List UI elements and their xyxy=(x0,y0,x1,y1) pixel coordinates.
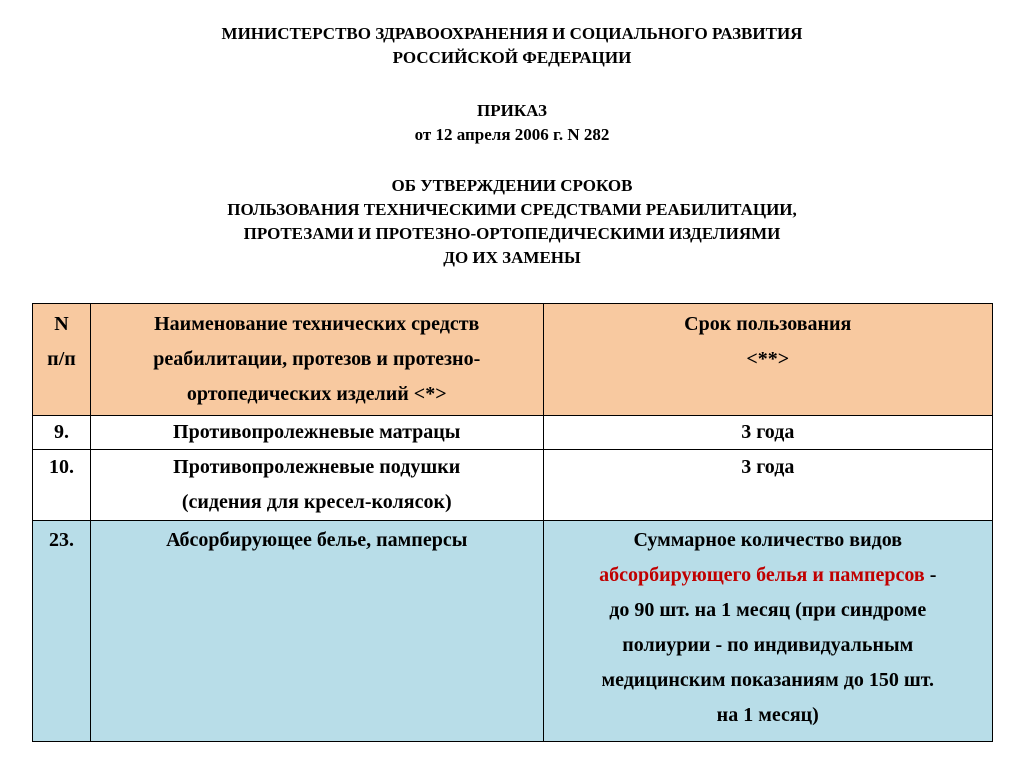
row-number: 10. xyxy=(33,450,91,521)
row-name-line-1: Противопролежневые подушки xyxy=(173,456,461,478)
row-name: Абсорбирующее белье, памперсы xyxy=(90,521,543,742)
table-header-row xyxy=(33,304,993,416)
ministry-line-2: РОССИЙСКОЙ ФЕДЕРАЦИИ xyxy=(392,48,632,67)
table-row xyxy=(33,521,993,742)
header-cell-term xyxy=(543,304,993,416)
row-term: 3 года xyxy=(543,416,993,450)
header-name-line-2: реабилитации, протезов и протезно- xyxy=(153,348,481,370)
header-name-line-1: Наименование технических средств xyxy=(154,313,480,335)
term-line-5: медицинским показаниям до 150 шт. xyxy=(601,669,935,691)
term-line-2 xyxy=(550,558,987,593)
header-cell-number xyxy=(33,304,91,416)
header-name-line-3: ортопедических изделий <*> xyxy=(186,383,447,405)
row-name: Противопролежневые матрацы xyxy=(90,416,543,450)
row-name-line-2: (сидения для кресел-колясок) xyxy=(181,491,452,513)
ministry-line-1: МИНИСТЕРСТВО ЗДРАВООХРАНЕНИЯ И СОЦИАЛЬНОГО РАЗВИТИЯ xyxy=(221,24,803,43)
table-row xyxy=(33,416,993,450)
header-term-line-1: Срок пользования xyxy=(684,313,852,335)
terms-table xyxy=(32,303,993,742)
order-title: ПРИКАЗ xyxy=(477,101,547,120)
term-line-3: до 90 шт. на 1 месяц (при синдроме xyxy=(609,599,927,621)
term-after-highlight: - xyxy=(924,564,937,586)
header-number-line-2: п/п xyxy=(47,348,76,370)
document-header xyxy=(0,22,1024,270)
order-date: от 12 апреля 2006 г. N 282 xyxy=(414,125,610,144)
row-term: 3 года xyxy=(543,450,993,521)
row-number: 9. xyxy=(33,416,91,450)
term-line-1: Суммарное количество видов xyxy=(633,529,903,551)
subject-line-1: ОБ УТВЕРЖДЕНИИ СРОКОВ xyxy=(391,176,633,195)
term-line-6: на 1 месяц) xyxy=(716,704,819,726)
subject-line-4: ДО ИХ ЗАМЕНЫ xyxy=(443,248,581,267)
table-row xyxy=(33,450,993,521)
row-term xyxy=(543,521,993,742)
header-term-line-2: <**> xyxy=(746,348,790,370)
row-number: 23. xyxy=(33,521,91,742)
header-cell-name xyxy=(90,304,543,416)
header-number-line-1: N xyxy=(54,313,69,335)
row-name xyxy=(90,450,543,521)
term-highlight-text: абсорбирующего белья и памперсов xyxy=(599,564,925,586)
subject-line-2: ПОЛЬЗОВАНИЯ ТЕХНИЧЕСКИМИ СРЕДСТВАМИ РЕАБИЛИТАЦИИ, xyxy=(227,200,797,219)
term-line-4: полиурии - по индивидуальным xyxy=(622,634,914,656)
subject-line-3: ПРОТЕЗАМИ И ПРОТЕЗНО-ОРТОПЕДИЧЕСКИМИ ИЗДЕЛИЯМИ xyxy=(243,224,781,243)
